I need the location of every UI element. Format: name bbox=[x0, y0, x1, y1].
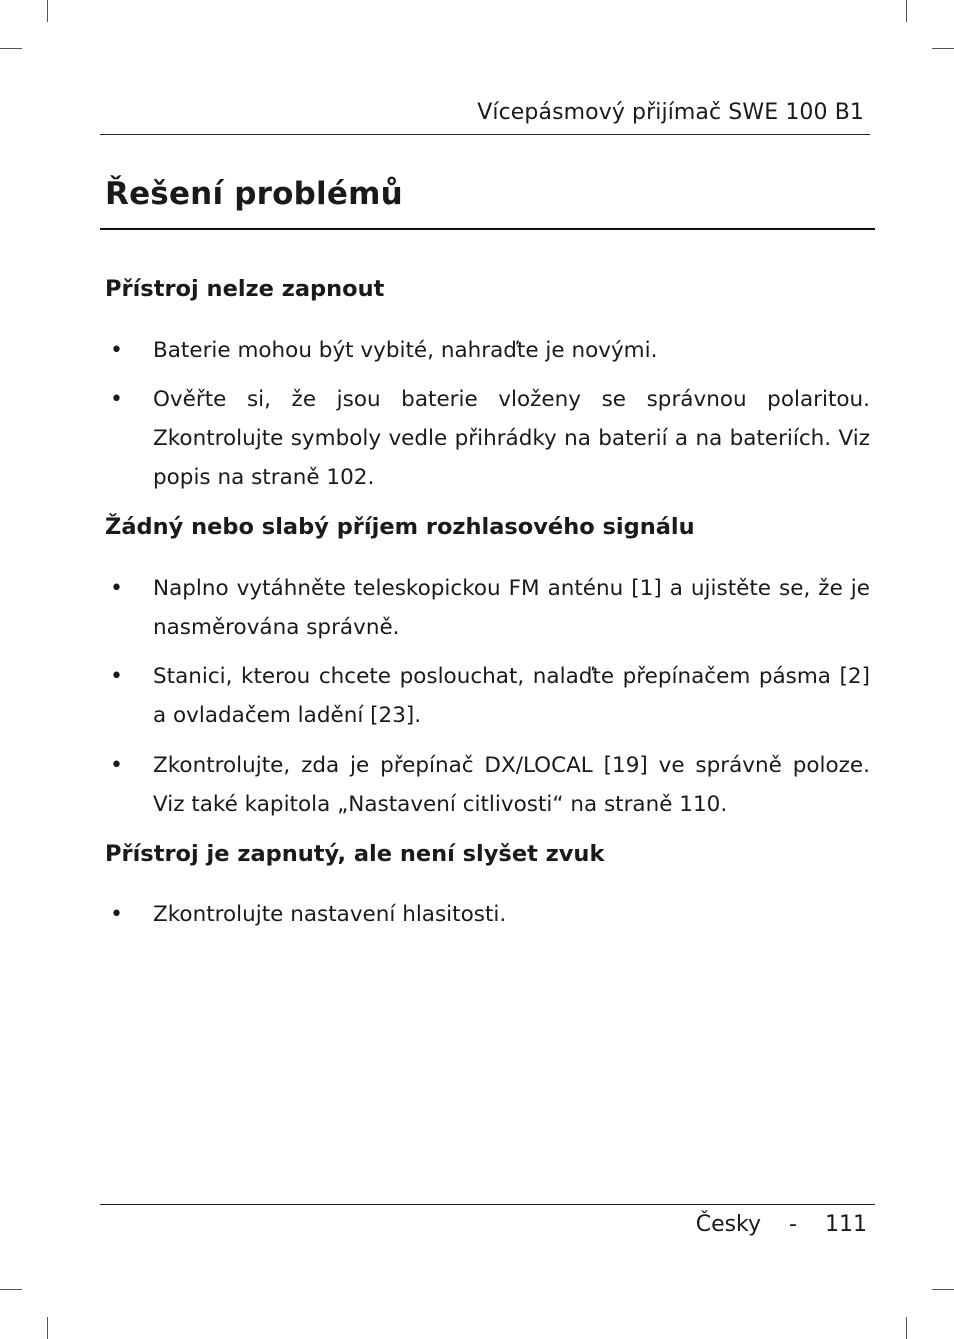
bullet-icon: • bbox=[110, 387, 123, 412]
section-heading: Přístroj je zapnutý, ale není slyšet zvuk bbox=[105, 841, 605, 867]
crop-mark bbox=[47, 0, 48, 22]
list-item-text: Baterie mohou být vybité, nahraďte je novými. bbox=[153, 338, 658, 363]
footer-language: Česky bbox=[695, 1212, 762, 1237]
list-item-text: Zkontrolujte, zda je přepínač DX/LOCAL [19] ve správně poloze. Viz také kapitola „Nastavení citlivosti“ na straně 110. bbox=[153, 753, 870, 817]
bullet-icon: • bbox=[110, 576, 123, 601]
bullet-icon: • bbox=[110, 902, 123, 927]
crop-mark bbox=[0, 48, 22, 49]
header-divider bbox=[100, 134, 870, 135]
list-item-text: Zkontrolujte nastavení hlasitosti. bbox=[153, 902, 507, 927]
page-title: Řešení problémů bbox=[105, 176, 403, 212]
title-divider bbox=[100, 228, 875, 230]
section-heading: Žádný nebo slabý příjem rozhlasového signálu bbox=[105, 514, 695, 540]
bullet-icon: • bbox=[110, 753, 123, 778]
crop-mark bbox=[906, 0, 907, 22]
crop-mark bbox=[932, 48, 954, 49]
list-item-text: Stanici, kterou chcete poslouchat, nalaďte přepínačem pásma [2] a ovladačem ladění [23]. bbox=[153, 664, 870, 728]
crop-mark bbox=[932, 1289, 954, 1290]
list-item bbox=[105, 331, 870, 370]
page-footer bbox=[696, 1212, 867, 1237]
running-header: Vícepásmový přijímač SWE 100 B1 bbox=[477, 100, 864, 125]
list-item-text: Ověřte si, že jsou baterie vloženy se správnou polaritou. Zkontrolujte symboly vedle přihrádky na baterií a na bateriích. Viz popis na straně 102. bbox=[153, 387, 870, 490]
list-item bbox=[105, 657, 870, 735]
list-item bbox=[105, 380, 870, 497]
list-item bbox=[105, 569, 870, 647]
crop-mark bbox=[0, 1289, 22, 1290]
footer-separator: - bbox=[789, 1212, 797, 1237]
crop-mark bbox=[47, 1317, 48, 1339]
footer-divider bbox=[100, 1204, 875, 1205]
bullet-icon: • bbox=[110, 338, 123, 363]
list-item bbox=[105, 746, 870, 824]
section-heading: Přístroj nelze zapnout bbox=[105, 276, 385, 302]
page-number: 111 bbox=[825, 1212, 867, 1237]
list-item bbox=[105, 895, 870, 934]
crop-mark bbox=[906, 1317, 907, 1339]
list-item-text: Naplno vytáhněte teleskopickou FM anténu [1] a ujistěte se, že je nasměrována správně. bbox=[153, 576, 870, 640]
bullet-icon: • bbox=[110, 664, 123, 689]
